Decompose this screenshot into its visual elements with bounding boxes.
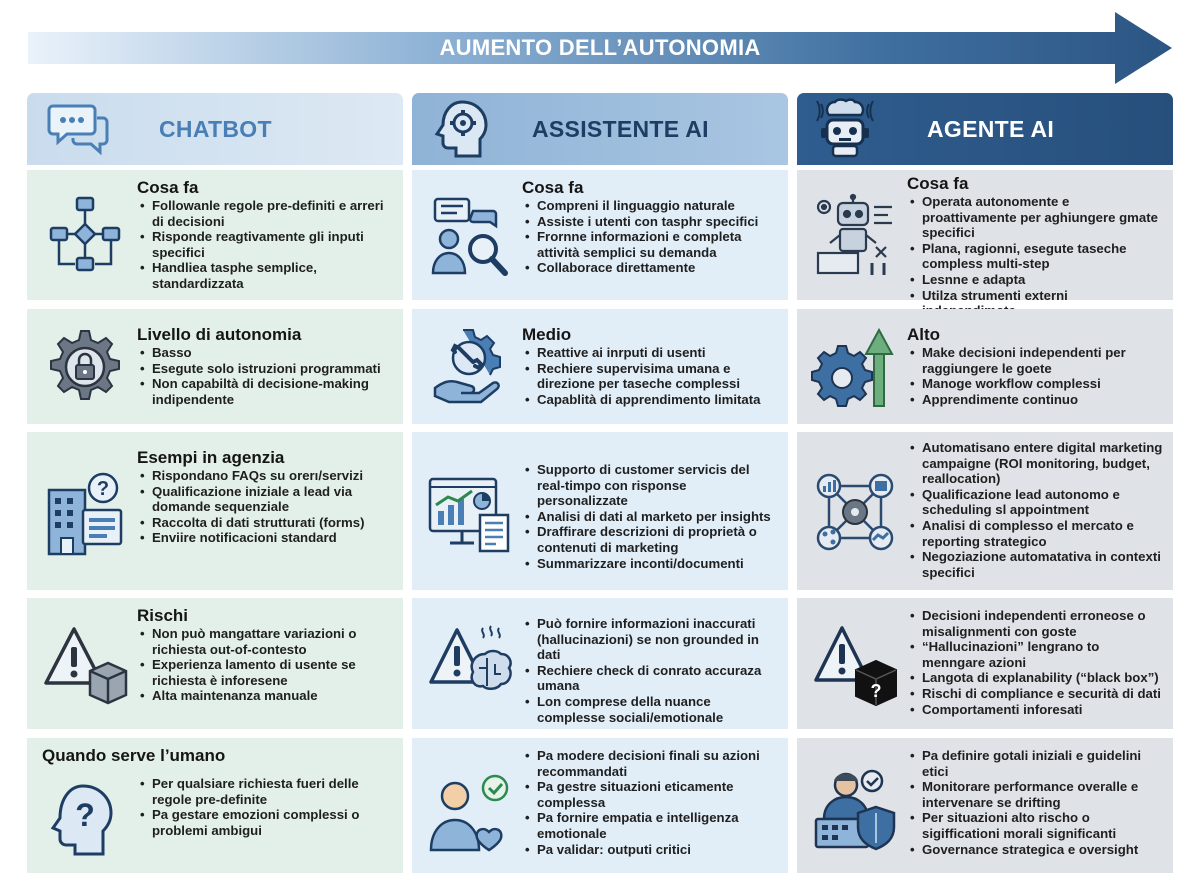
list-item: • Automatisano entere digital marketing campaigne (ROI monitoring, budget, reallocation) bbox=[907, 440, 1163, 487]
svg-text:?: ? bbox=[870, 681, 882, 701]
bullet-list bbox=[907, 194, 1163, 319]
list-item: • Lon comprese della nuance complesse sociali/emotionale bbox=[522, 694, 778, 725]
column-title: ASSISTENTE AI bbox=[532, 115, 709, 142]
cell-assistente-esempi bbox=[412, 432, 788, 590]
network-gear-icon bbox=[809, 464, 901, 560]
flowchart-icon bbox=[39, 188, 131, 284]
list-item: • Frornne informazioni e completa attività semplici su demanda bbox=[522, 229, 778, 260]
list-item: • Rispondano FAQs su orerı/servizi bbox=[137, 468, 393, 484]
cell-chatbot-rischi bbox=[27, 598, 403, 729]
list-item: • Reattive ai inrputi di usenti bbox=[522, 345, 778, 361]
cell-heading: Esempi in agenzia bbox=[137, 448, 285, 467]
cell-heading: Livello di autonomia bbox=[137, 325, 302, 344]
cell-agente-autonomia bbox=[797, 309, 1173, 424]
cell-chatbot-autonomia bbox=[27, 309, 403, 424]
list-item: • Followanle regole pre-definiti e arreri di decisioni bbox=[137, 198, 393, 229]
list-item: • Risponde reagtivamente gli inputi specifici bbox=[137, 229, 393, 260]
list-item: • Capablità di apprendimento limitata bbox=[522, 392, 778, 408]
list-item: • Alta maintenanza manuale bbox=[137, 688, 393, 704]
list-item: • Handliea tasphe semplice, standardizzata bbox=[137, 260, 393, 291]
cell-heading: Cosa fa bbox=[522, 178, 584, 197]
building-question-icon bbox=[39, 466, 131, 562]
list-item: • Assiste i utenti con tasphr specifici bbox=[522, 214, 778, 230]
bullet-list bbox=[522, 198, 778, 276]
cell-heading: Cosa fa bbox=[907, 174, 969, 193]
column-title: AGENTE AI bbox=[927, 115, 1055, 142]
list-item: • Esegute solo istruzioni programmati bbox=[137, 361, 393, 377]
list-item: • Decisioni independenti erroneose o misalignmenti con goste bbox=[907, 608, 1163, 639]
list-item: • Analisi di complesso el mercato e reporting strategico bbox=[907, 518, 1163, 549]
list-item: • Pa gestre situazioni eticamente complessa bbox=[522, 779, 778, 810]
list-item: • Qualificazione lead autonomo e scheduling sl appointment bbox=[907, 487, 1163, 518]
list-item: • Monitorare performance overalle e intervenare se drifting bbox=[907, 779, 1163, 810]
list-item: • Operata autonomente e proattivamente per aghiungere gmate specifici bbox=[907, 194, 1163, 241]
list-item: • “Hallucinazioni” lengrano to menngare azioni bbox=[907, 639, 1163, 670]
list-item: • Governance strategica e oversight bbox=[907, 842, 1163, 858]
list-item: • Pa validar: outputi critici bbox=[522, 842, 778, 858]
bullet-list bbox=[522, 748, 778, 857]
list-item: • Pa fornire empatia e intelligenza emotionale bbox=[522, 810, 778, 841]
list-item: • Lesnne e adapta bbox=[907, 272, 1163, 288]
bullet-list bbox=[137, 345, 393, 407]
bullet-list bbox=[907, 608, 1163, 717]
list-item: • Rechiere check di conrato accuraza umana bbox=[522, 663, 778, 694]
cell-chatbot-umano bbox=[27, 738, 403, 873]
list-item: • Pa modere decisioni finali su azioni recommandati bbox=[522, 748, 778, 779]
list-item: • Collaborace direttamente bbox=[522, 260, 778, 276]
bullet-list bbox=[907, 748, 1163, 857]
head-gear-icon bbox=[422, 93, 502, 165]
cell-heading: Rischi bbox=[137, 606, 189, 625]
svg-text:?: ? bbox=[75, 797, 95, 833]
list-item: • Raccolta di dati strutturati (forms) bbox=[137, 515, 393, 531]
cell-assistente-umano bbox=[412, 738, 788, 873]
list-item: • Make decisioni independenti per raggiungere le goete bbox=[907, 345, 1163, 376]
list-item: • Rechiere supervisima umana e direzione per taseche complessi bbox=[522, 361, 778, 392]
list-item: • Comportamenti inforesati bbox=[907, 702, 1163, 718]
cell-heading: Medio bbox=[522, 325, 572, 344]
cell-chatbot-esempi bbox=[27, 432, 403, 590]
list-item: • Analisi di dati al marketo per insights bbox=[522, 509, 778, 525]
list-item: • Supporto di customer servicis del real-timpo con risponse personalizzate bbox=[522, 462, 778, 509]
warning-box-icon bbox=[39, 616, 131, 712]
cell-assistente-rischi bbox=[412, 598, 788, 729]
cell-assistente-autonomia bbox=[412, 309, 788, 424]
dashboard-document-icon bbox=[424, 466, 516, 562]
gear-up-arrow-icon bbox=[809, 319, 901, 415]
gear-wrench-hand-icon bbox=[424, 319, 516, 415]
list-item: • Summarizzare inconti/documenti bbox=[522, 556, 778, 572]
bullet-list bbox=[522, 616, 778, 725]
svg-text:?: ? bbox=[96, 478, 110, 500]
list-item: • Draffirare descrizioni di proprietà o contenuti di marketing bbox=[522, 524, 778, 555]
warning-black-box-icon bbox=[809, 616, 901, 712]
list-item: • Per situazioni alto rischo o sigifficationi morali significanti bbox=[907, 810, 1163, 841]
cell-agente-cosa-fa bbox=[797, 170, 1173, 303]
bullet-list bbox=[137, 776, 393, 838]
list-item: • Non capabiltà di decisione-making indipendente bbox=[137, 376, 393, 407]
list-item: • Enviire notificacioni standard bbox=[137, 530, 393, 546]
bullet-list bbox=[907, 345, 1163, 407]
cell-heading: Quando serve l’umano bbox=[42, 746, 226, 765]
bullet-list bbox=[137, 468, 393, 546]
cell-agente-umano bbox=[797, 738, 1173, 873]
list-item: • Compreni il linguaggio naturale bbox=[522, 198, 778, 214]
column-title: CHATBOT bbox=[159, 115, 272, 142]
list-item: • Manoge workflow complessi bbox=[907, 376, 1163, 392]
list-item: • Pa definire gotali iniziali e guidelini etici bbox=[907, 748, 1163, 779]
column-header-agente bbox=[797, 93, 1173, 165]
cell-chatbot-cosa-fa bbox=[27, 170, 403, 300]
bullet-list bbox=[137, 198, 393, 292]
list-item: • Basso bbox=[137, 345, 393, 361]
list-item: • Plana, ragionni, esegute taseche compless multi-step bbox=[907, 241, 1163, 272]
person-chat-magnifier-icon bbox=[424, 188, 516, 284]
cell-heading: Alto bbox=[907, 325, 941, 344]
robot-brain-icon bbox=[805, 93, 885, 165]
person-heart-check-icon bbox=[424, 762, 516, 858]
cell-agente-esempi bbox=[797, 432, 1173, 590]
list-item: • Experienza lamento di usente se richiesta è inforesene bbox=[137, 657, 393, 688]
gear-lock-icon bbox=[39, 319, 131, 415]
chat-bubbles-icon bbox=[39, 93, 119, 165]
person-shield-check-icon bbox=[809, 760, 901, 856]
list-item: • Langota di explanability (“black box”) bbox=[907, 670, 1163, 686]
list-item: • Apprendimente continuo bbox=[907, 392, 1163, 408]
bullet-list bbox=[907, 440, 1163, 580]
banner-title: AUMENTO DELL’AUTONOMIA bbox=[439, 35, 761, 60]
robot-tools-icon bbox=[809, 188, 901, 284]
cell-assistente-cosa-fa bbox=[412, 170, 788, 300]
list-item: • Pa gestare emozioni complessi o problemi ambigui bbox=[137, 807, 393, 838]
list-item: • Negoziazione automatativa in contexti specifici bbox=[907, 549, 1163, 580]
cell-heading: Cosa fa bbox=[137, 178, 199, 197]
column-header-chatbot bbox=[27, 93, 403, 165]
bullet-list bbox=[522, 462, 778, 571]
head-question-icon bbox=[39, 772, 131, 868]
bullet-list bbox=[137, 626, 393, 704]
list-item: • Qualificazione iniziale a lead via domande sequenziale bbox=[137, 484, 393, 515]
bullet-list bbox=[522, 345, 778, 407]
list-item: • Utilza strumenti externi bbox=[907, 288, 1163, 319]
column-header-assistente bbox=[412, 93, 788, 165]
list-item: • Può fornire informazioni inaccurati (hallucinazioni) se non grounded in dati bbox=[522, 616, 778, 663]
cell-agente-rischi bbox=[797, 598, 1173, 729]
list-item: • Non può mangattare variazioni o richiesta out-of-contesto bbox=[137, 626, 393, 657]
warning-brain-icon bbox=[424, 616, 516, 712]
list-item: • Rischi di compliance e securità di dati bbox=[907, 686, 1163, 702]
list-item: • Per qualsiare richiesta fueri delle regole pre-definite bbox=[137, 776, 393, 807]
